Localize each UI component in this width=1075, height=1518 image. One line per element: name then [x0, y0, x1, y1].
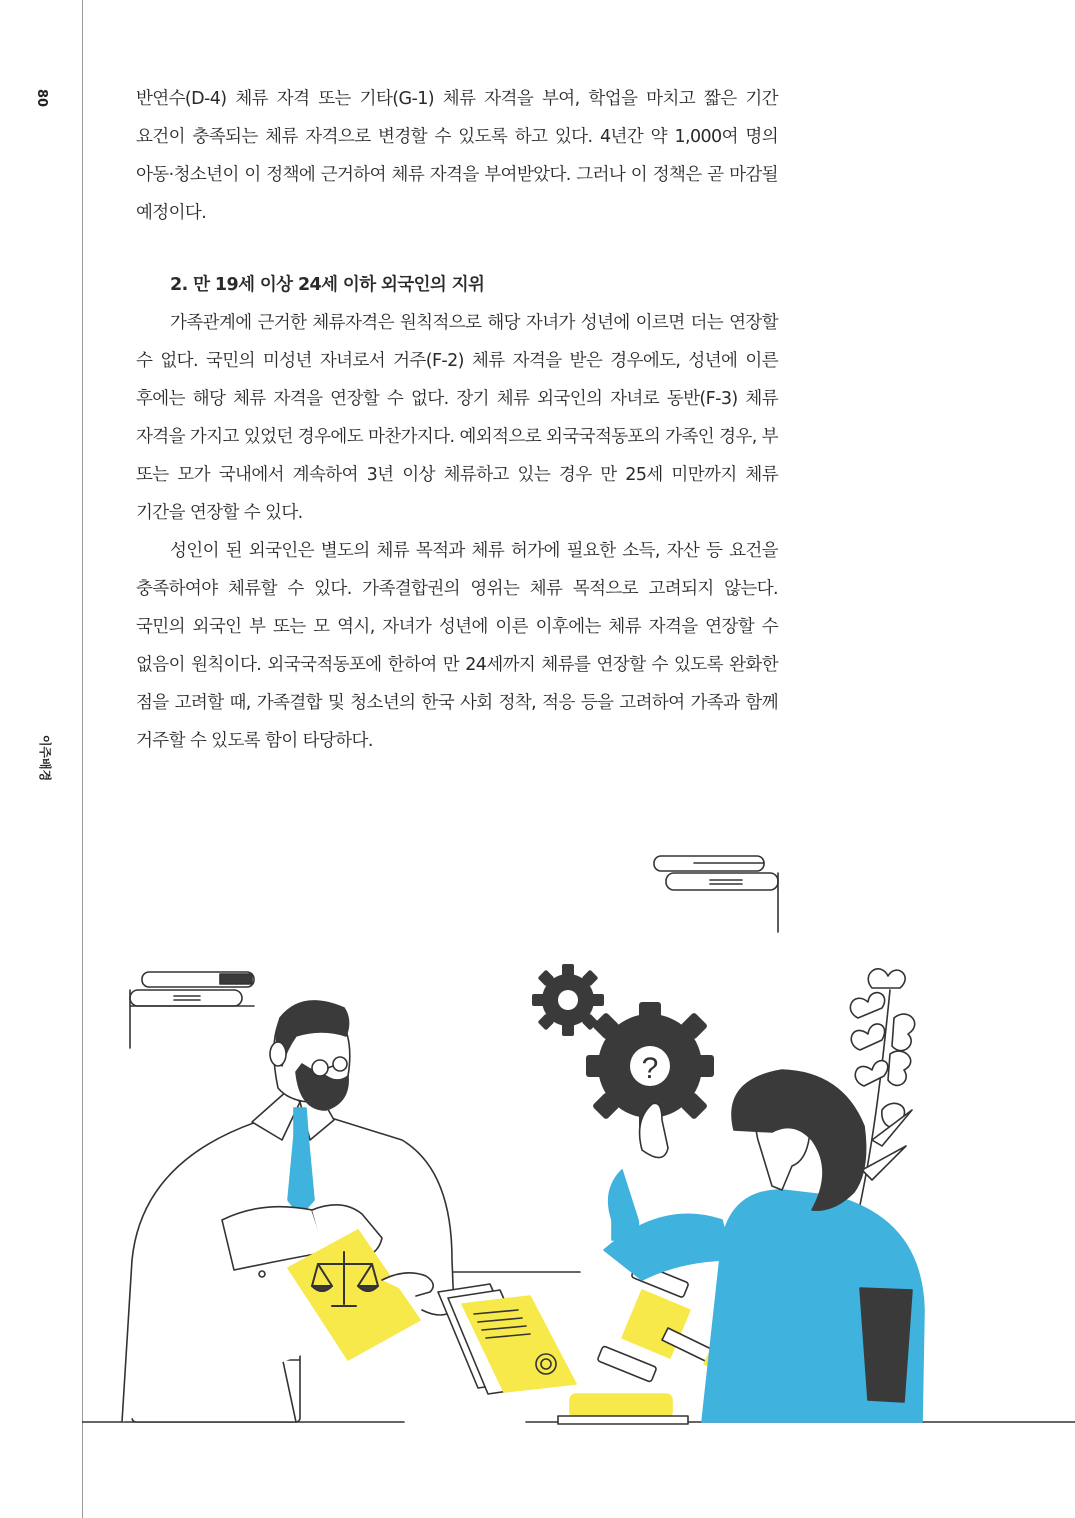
question-mark: ?: [641, 1052, 659, 1085]
running-title: 이주배경: [38, 734, 52, 782]
body-text: [136, 80, 778, 760]
man-figure: [122, 1001, 454, 1422]
section-heading: 2. 만 19세 이상 24세 이하 외국인의 지위: [170, 275, 485, 295]
page-number: 80: [34, 88, 50, 108]
paragraph-1: 반연수(D-4) 체류 자격 또는 기타(G-1) 체류 자격을 부여, 학업을 마치고 짧은 기간 요건이 충족되는 체류 자격으로 변경할 수 있도록 하고 있다. 4년간 약 1,000여 명의 아동·청소년이 이 정책에 근거하여 체류 자격을 부여받았다. 그러나 이 정책은 곧 마감될 예정이다.: [136, 89, 778, 223]
legal-consultation-illustration: [82, 840, 1075, 1440]
small-gear-icon: [532, 964, 604, 1036]
paragraph-3: 성인이 된 외국인은 별도의 체류 목적과 체류 허가에 필요한 소득, 자산 등 요건을 충족하여야 체류할 수 있다. 가족결합권의 영위는 체류 목적으로 고려되지 않는다. 국민의 외국인 부 또는 모 역시, 자녀가 성년에 이른 이후에는 체류 자격을 연장할 수 없음이 원칙이다. 외국국적동포에 한하여 만 24세까지 체류를 연장할 수 있도록 완화한 점을 고려할 때, 가족결합 및 청소년의 한국 사회 정착, 적응 등을 고려하여 가족과 함께 거주할 수 있도록 함이 타당하다.: [136, 541, 778, 751]
documents-icon: [438, 1284, 576, 1394]
book-stack-top-right-icon: [654, 856, 778, 932]
book-stack-top-left-icon: [130, 972, 254, 1048]
plant-icon: [850, 969, 914, 1240]
paragraph-2: 가족관계에 근거한 체류자격은 원칙적으로 해당 자녀가 성년에 이르면 더는 연장할 수 없다. 국민의 미성년 자녀로서 거주(F-2) 체류 자격을 받은 경우에도, 성년에 이른 후에는 해당 체류 자격을 연장할 수 없다. 장기 체류 외국인의 자녀로 동반(F-3) 체류 자격을 가지고 있었던 경우에도 마찬가지다. 예외적으로 외국국적동포의 가족인 경우, 부 또는 모가 국내에서 계속하여 3년 이상 체류하고 있는 경우 만 25세 미만까지 체류 기간을 연장할 수 있다.: [136, 313, 778, 523]
